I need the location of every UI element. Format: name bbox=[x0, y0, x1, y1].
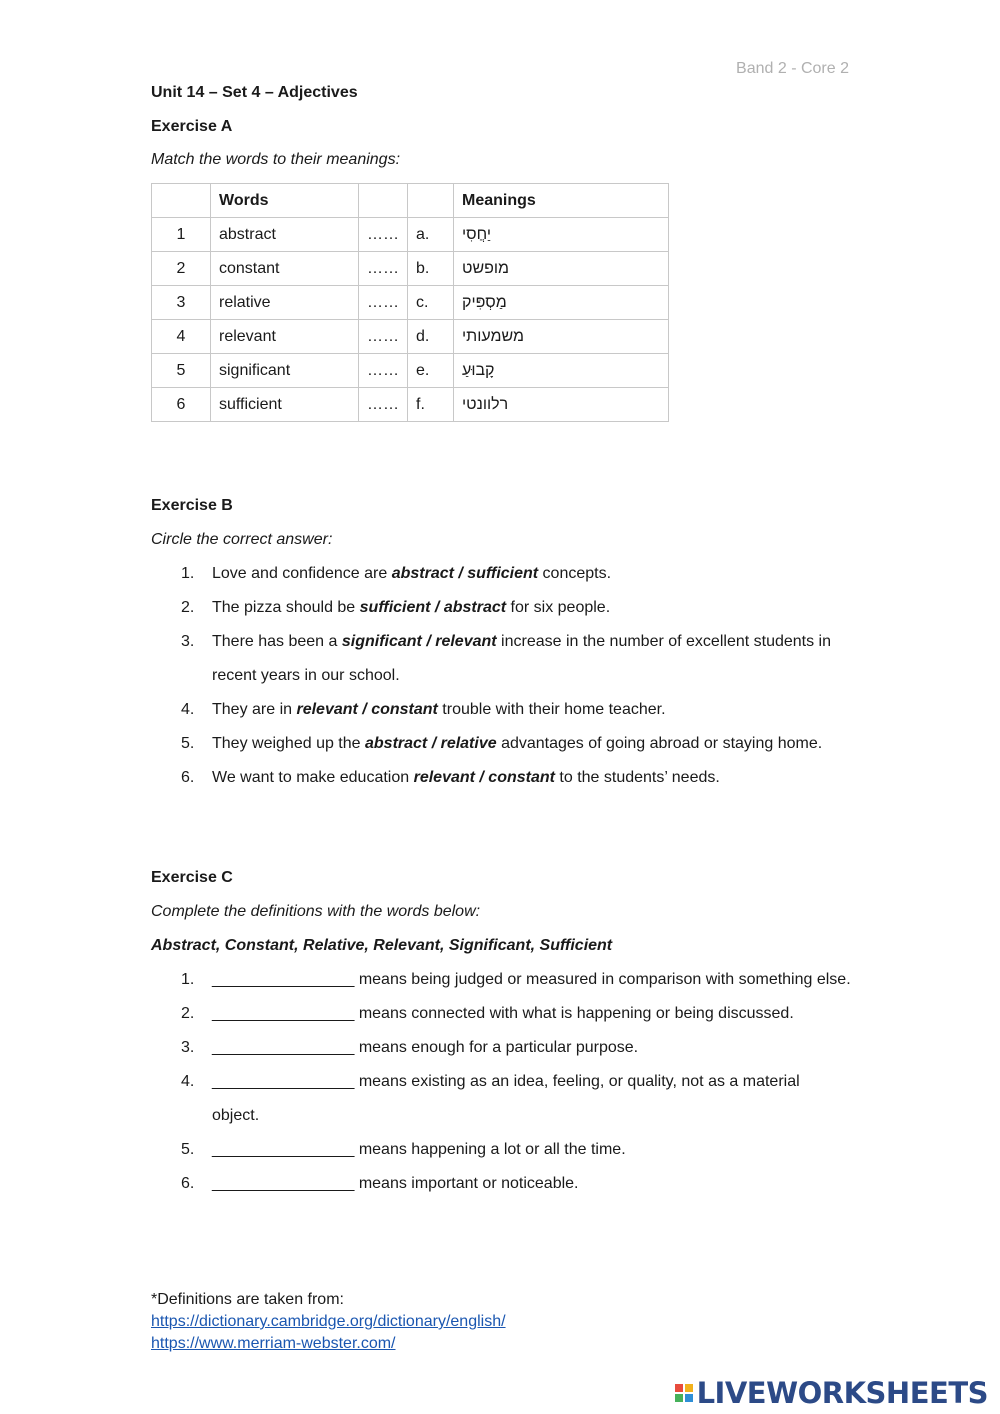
meaning-letter: a. bbox=[408, 218, 454, 252]
liveworksheets-logo bbox=[675, 1376, 988, 1410]
list-item: 1. Love and confidence are abstract / sufficient concepts. bbox=[151, 557, 851, 591]
row-number: 1 bbox=[152, 218, 211, 252]
answer-blank[interactable]: …… bbox=[359, 286, 408, 320]
fill-in-blank[interactable]: ________________ bbox=[212, 1073, 355, 1090]
table-row bbox=[152, 286, 669, 320]
answer-blank[interactable]: …… bbox=[359, 252, 408, 286]
item-number: 6. bbox=[181, 1175, 195, 1192]
item-number: 2. bbox=[181, 1005, 195, 1022]
meaning-cell: משמעותי bbox=[454, 320, 669, 354]
list-item: 6. ________________ means important or noticeable. bbox=[151, 1167, 851, 1201]
answer-choice[interactable]: significant / relevant bbox=[341, 633, 497, 650]
word-cell: sufficient bbox=[211, 388, 359, 422]
item-number: 2. bbox=[181, 599, 195, 616]
cambridge-dictionary-link[interactable]: https://dictionary.cambridge.org/dictionary/english/ bbox=[151, 1313, 506, 1330]
row-number: 4 bbox=[152, 320, 211, 354]
row-number: 6 bbox=[152, 388, 211, 422]
row-number: 3 bbox=[152, 286, 211, 320]
item-number: 3. bbox=[181, 633, 195, 650]
logo-text: LIVEWORKSHEETS bbox=[696, 1376, 988, 1410]
fill-in-blank[interactable]: ________________ bbox=[212, 1005, 355, 1022]
meaning-letter: b. bbox=[408, 252, 454, 286]
sources-note: *Definitions are taken from: bbox=[151, 1291, 344, 1308]
word-cell: constant bbox=[211, 252, 359, 286]
exercise-c-heading: Exercise C bbox=[151, 869, 233, 886]
exercise-a-instruction: Match the words to their meanings: bbox=[151, 151, 401, 168]
header-band-label: Band 2 - Core 2 bbox=[736, 60, 849, 77]
table-row bbox=[152, 354, 669, 388]
item-number: 6. bbox=[181, 769, 195, 786]
list-item: 6. We want to make education relevant / constant to the students’ needs. bbox=[151, 761, 851, 795]
meaning-letter: c. bbox=[408, 286, 454, 320]
list-item: 5. ________________ means happening a lot or all the time. bbox=[151, 1133, 851, 1167]
exercise-b-list bbox=[151, 557, 851, 795]
row-number: 5 bbox=[152, 354, 211, 388]
word-cell: relative bbox=[211, 286, 359, 320]
words-column-header: Words bbox=[211, 184, 359, 218]
answer-choice[interactable]: relevant / constant bbox=[296, 701, 438, 718]
list-item: 2. ________________ means connected with what is happening or being discussed. bbox=[151, 997, 851, 1031]
list-item: 1. ________________ means being judged or measured in comparison with something else. bbox=[151, 963, 851, 997]
exercise-c-list bbox=[151, 963, 851, 1201]
meaning-cell: יַחֲסִי bbox=[454, 218, 669, 252]
exercise-a-heading: Exercise A bbox=[151, 118, 233, 135]
page-title: Unit 14 – Set 4 – Adjectives bbox=[151, 84, 358, 101]
table-header-row bbox=[152, 184, 669, 218]
fill-in-blank[interactable]: ________________ bbox=[212, 1141, 355, 1158]
meaning-cell: מַסְפִּיק bbox=[454, 286, 669, 320]
meaning-cell: רלוונטי bbox=[454, 388, 669, 422]
answer-choice[interactable]: abstract / sufficient bbox=[391, 565, 539, 582]
answer-blank[interactable]: …… bbox=[359, 320, 408, 354]
list-item: 3. There has been a significant / relevant increase in the number of excellent students in recent years in our school. bbox=[151, 625, 851, 693]
table-row bbox=[152, 252, 669, 286]
item-number: 4. bbox=[181, 1073, 195, 1090]
answer-choice[interactable]: sufficient / abstract bbox=[359, 599, 507, 616]
fill-in-blank[interactable]: ________________ bbox=[212, 1175, 355, 1192]
list-item: 2. The pizza should be sufficient / abstract for six people. bbox=[151, 591, 851, 625]
meaning-cell: קָבוּעַ bbox=[454, 354, 669, 388]
item-number: 1. bbox=[181, 971, 195, 988]
item-number: 3. bbox=[181, 1039, 195, 1056]
exercise-b-heading: Exercise B bbox=[151, 497, 233, 514]
sources-footer bbox=[151, 1289, 506, 1355]
answer-blank[interactable]: …… bbox=[359, 218, 408, 252]
matching-table bbox=[151, 183, 669, 422]
word-cell: relevant bbox=[211, 320, 359, 354]
fill-in-blank[interactable]: ________________ bbox=[212, 1039, 355, 1056]
item-number: 1. bbox=[181, 565, 195, 582]
answer-choice[interactable]: relevant / constant bbox=[413, 769, 555, 786]
answer-blank[interactable]: …… bbox=[359, 354, 408, 388]
table-row bbox=[152, 388, 669, 422]
meaning-letter: d. bbox=[408, 320, 454, 354]
row-number: 2 bbox=[152, 252, 211, 286]
meaning-cell: מופשט bbox=[454, 252, 669, 286]
item-number: 5. bbox=[181, 735, 195, 752]
table-row bbox=[152, 320, 669, 354]
item-number: 4. bbox=[181, 701, 195, 718]
table-row bbox=[152, 218, 669, 252]
list-item: 4. ________________ means existing as an idea, feeling, or quality, not as a material object. bbox=[151, 1065, 851, 1133]
fill-in-blank[interactable]: ________________ bbox=[212, 971, 355, 988]
exercise-c-instruction: Complete the definitions with the words below: bbox=[151, 903, 481, 920]
word-cell: significant bbox=[211, 354, 359, 388]
exercise-b-instruction: Circle the correct answer: bbox=[151, 531, 333, 548]
item-number: 5. bbox=[181, 1141, 195, 1158]
list-item: 5. They weighed up the abstract / relative advantages of going abroad or staying home. bbox=[151, 727, 851, 761]
word-cell: abstract bbox=[211, 218, 359, 252]
meanings-column-header: Meanings bbox=[454, 184, 669, 218]
merriam-webster-link[interactable]: https://www.merriam-webster.com/ bbox=[151, 1335, 396, 1352]
meaning-letter: f. bbox=[408, 388, 454, 422]
meaning-letter: e. bbox=[408, 354, 454, 388]
list-item: 3. ________________ means enough for a particular purpose. bbox=[151, 1031, 851, 1065]
answer-blank[interactable]: …… bbox=[359, 388, 408, 422]
answer-choice[interactable]: abstract / relative bbox=[365, 735, 497, 752]
list-item: 4. They are in relevant / constant trouble with their home teacher. bbox=[151, 693, 851, 727]
logo-grid-icon bbox=[675, 1384, 693, 1402]
word-bank: Abstract, Constant, Relative, Relevant, Significant, Sufficient bbox=[151, 937, 613, 954]
